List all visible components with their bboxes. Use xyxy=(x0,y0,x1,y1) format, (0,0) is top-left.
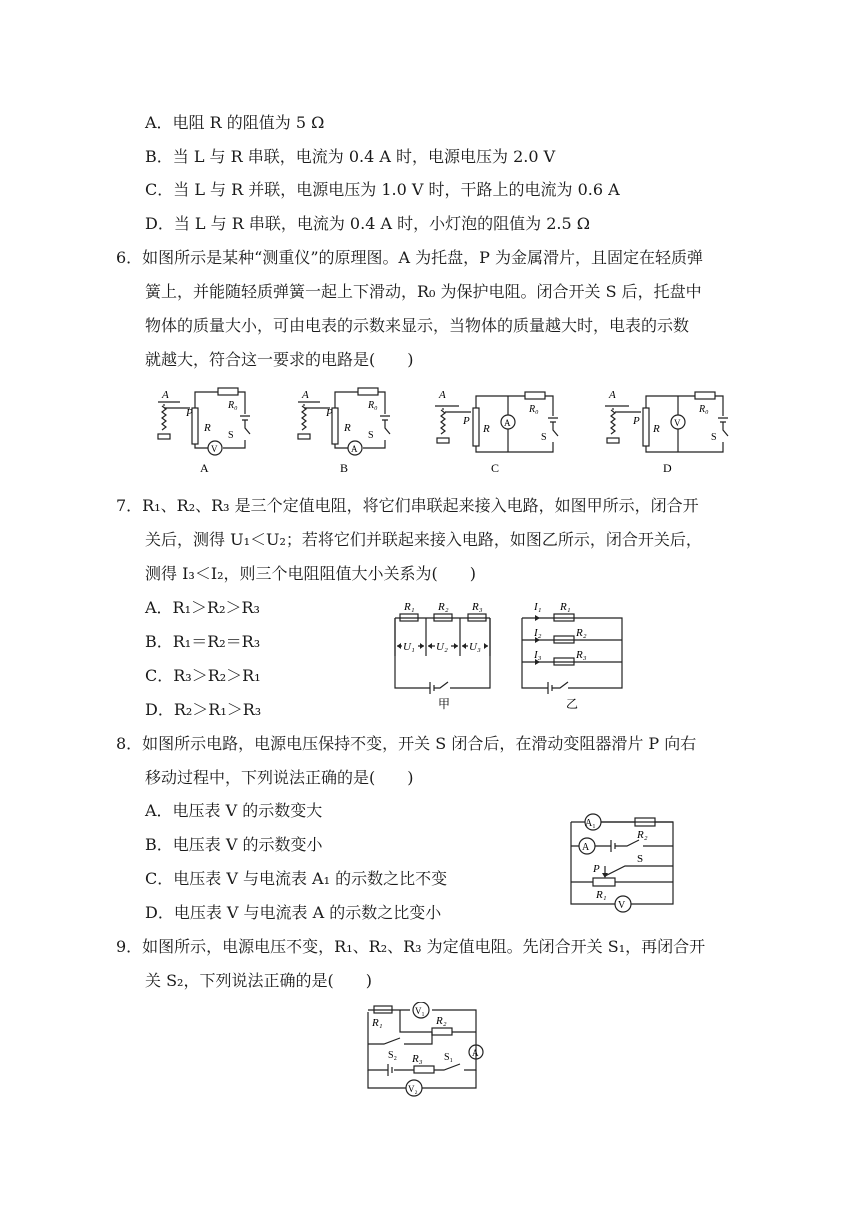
q7-figure-yi xyxy=(522,601,622,710)
svg-text:R₁: R₁ xyxy=(560,601,571,613)
q6-text-line: 就越大，符合这一要求的电路是( ) xyxy=(145,350,414,369)
svg-text:I₂: I₂ xyxy=(534,627,542,639)
q6-figure-label-c: C xyxy=(491,461,500,475)
q6-figure-label-b: B xyxy=(340,461,349,475)
svg-text:A: A xyxy=(609,389,616,401)
svg-text:U₂: U₂ xyxy=(436,641,448,653)
svg-text:R₃: R₃ xyxy=(412,1053,423,1065)
q8-option-d: D．电压表 V 与电流表 A 的示数之比变小 xyxy=(145,903,442,922)
svg-text:V₁: V₁ xyxy=(415,1006,425,1016)
svg-text:S: S xyxy=(637,853,644,865)
q6-circuit-figures xyxy=(145,386,745,478)
q8-text-line: 移动过程中，下列说法正确的是( ) xyxy=(145,768,414,787)
svg-text:S₁: S₁ xyxy=(444,1052,454,1063)
q9-circuit-figure xyxy=(360,1002,485,1102)
svg-text:A: A xyxy=(582,842,590,853)
svg-text:P: P xyxy=(326,407,333,419)
q9-text-line: 9．如图所示，电源电压不变，R₁、R₂、R₃ 为定值电阻。先闭合开关 S₁，再闭合开 xyxy=(116,937,706,956)
svg-text:V: V xyxy=(674,418,681,428)
q5-option-b: B．当 L 与 R 串联，电流为 0.4 A 时，电源电压为 2.0 V xyxy=(145,147,556,166)
q6-text-line: 物体的质量大小，可由电表的示数来显示，当物体的质量越大时，电表的示数 xyxy=(145,316,690,335)
q7-figure-jia xyxy=(395,601,490,710)
svg-text:A: A xyxy=(162,389,169,401)
svg-text:R: R xyxy=(483,423,490,435)
svg-text:I₃: I₃ xyxy=(534,649,542,661)
svg-text:R: R xyxy=(653,423,660,435)
q5-option-c: C．当 L 与 R 并联，电源电压为 1.0 V 时，干路上的电流为 0.6 A xyxy=(145,180,620,199)
svg-text:P: P xyxy=(186,407,193,419)
q5-option-d: D．当 L 与 R 串联，电流为 0.4 A 时，小灯泡的阻值为 2.5 Ω xyxy=(145,214,590,233)
svg-text:V: V xyxy=(211,444,218,454)
q7-caption-jia: 甲 xyxy=(438,697,451,710)
svg-text:R₀: R₀ xyxy=(228,400,238,411)
svg-text:U₁: U₁ xyxy=(403,641,415,653)
q8-text-line: 8．如图所示电路，电源电压保持不变，开关 S 闭合后，在滑动变阻器滑片 P 向右 xyxy=(116,734,697,753)
svg-text:A₁: A₁ xyxy=(585,818,596,829)
q7-caption-yi: 乙 xyxy=(566,697,579,710)
q6-figure-d xyxy=(605,389,728,475)
svg-text:R₃: R₃ xyxy=(576,649,587,661)
svg-text:A: A xyxy=(351,444,358,454)
svg-text:P: P xyxy=(463,415,470,427)
q5-option-a: A．电阻 R 的阻值为 5 Ω xyxy=(145,113,325,132)
q7-option-b: B．R₁＝R₂＝R₃ xyxy=(145,632,261,651)
q7-text-line: 7．R₁、R₂、R₃ 是三个定值电阻，将它们串联起来接入电路，如图甲所示，闭合开 xyxy=(116,496,699,515)
svg-text:S: S xyxy=(711,432,717,443)
q8-option-a: A．电压表 V 的示数变大 xyxy=(145,801,323,820)
q7-circuit-figures xyxy=(390,598,635,710)
svg-text:S: S xyxy=(541,432,547,443)
svg-text:U₃: U₃ xyxy=(469,641,481,653)
q8-circuit-figure xyxy=(565,808,680,914)
svg-text:R₁: R₁ xyxy=(372,1017,383,1029)
q7-text-line: 测得 I₃＜I₂，则三个电阻阻值大小关系为( ) xyxy=(145,564,477,583)
q6-figure-c xyxy=(435,389,558,475)
svg-text:R₂: R₂ xyxy=(438,601,449,613)
q6-figure-label-d: D xyxy=(663,461,672,475)
svg-text:R₂: R₂ xyxy=(436,1015,447,1027)
q7-option-c: C．R₃＞R₂＞R₁ xyxy=(145,666,261,685)
q6-figure-a xyxy=(158,388,250,475)
q6-text-line: 簧上，并能随轻质弹簧一起上下滑动，R₀ 为保护电阻。闭合开关 S 后，托盘中 xyxy=(145,282,702,301)
q8-option-b: B．电压表 V 的示数变小 xyxy=(145,835,323,854)
svg-text:S: S xyxy=(368,430,374,441)
svg-text:V₂: V₂ xyxy=(408,1084,418,1094)
svg-text:A: A xyxy=(439,389,446,401)
svg-text:V: V xyxy=(618,900,626,911)
q8-option-c: C．电压表 V 与电流表 A₁ 的示数之比不变 xyxy=(145,869,448,888)
svg-text:R₀: R₀ xyxy=(699,404,709,415)
svg-text:R₁: R₁ xyxy=(404,601,415,613)
svg-text:R₂: R₂ xyxy=(576,627,587,639)
svg-text:A: A xyxy=(472,1048,479,1058)
svg-text:S₂: S₂ xyxy=(388,1050,398,1061)
q6-text-line: 6．如图所示是某种“测重仪”的原理图。A 为托盘，P 为金属滑片，且固定在轻质弹 xyxy=(116,248,704,267)
svg-text:P: P xyxy=(633,415,640,427)
svg-text:R: R xyxy=(344,422,351,434)
q7-option-d: D．R₂＞R₁＞R₃ xyxy=(145,700,262,719)
svg-text:P: P xyxy=(593,863,600,875)
svg-text:R₃: R₃ xyxy=(472,601,483,613)
svg-text:R₂: R₂ xyxy=(637,829,648,841)
svg-text:R₀: R₀ xyxy=(529,404,539,415)
svg-text:S: S xyxy=(228,430,234,441)
q7-option-a: A．R₁＞R₂＞R₃ xyxy=(145,598,260,617)
svg-text:R₁: R₁ xyxy=(596,889,607,901)
q7-text-line: 关后，测得 U₁＜U₂；若将它们并联起来接入电路，如图乙所示，闭合开关后， xyxy=(145,530,702,549)
q9-text-line: 关 S₂，下列说法正确的是( ) xyxy=(145,971,372,990)
svg-text:A: A xyxy=(504,418,511,428)
svg-text:A: A xyxy=(302,389,309,401)
svg-text:R₀: R₀ xyxy=(368,400,378,411)
svg-text:R: R xyxy=(204,422,211,434)
svg-text:I₁: I₁ xyxy=(534,601,542,613)
q6-figure-label-a: A xyxy=(200,461,209,475)
q6-figure-b xyxy=(298,388,390,475)
